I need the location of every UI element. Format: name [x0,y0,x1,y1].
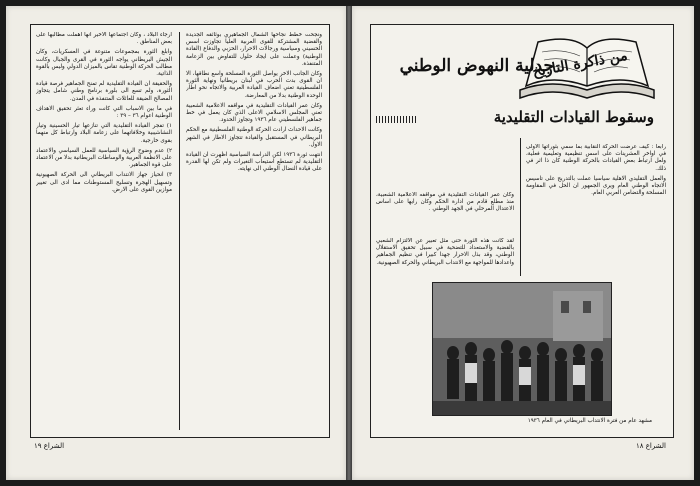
section-heading: في ما بين الاسباب التي كانت وراء تعثر تحقيق الاهداف الوطنية اعوام ٣٦ – ٣٩ : [36,105,172,120]
paragraph: ارجاء البلاد ، وكان اجتماعها الاخير انها اهملت مطالبها على بعض المناطق . [36,32,172,46]
photo-caption: مشهد عام من فترة الانتداب البريطاني في العام ١٩٣٦ [527,418,652,424]
paragraph: والعمل التقليدي الاهلية سياسيا عملت بالتدريج على تاسيس الاتجاه الوطني العام ويرى الجمهور ان الحل في المقاومة المسلحة والتضامن العربي العام. [526,175,666,197]
right-page [352,6,694,480]
historical-photo [432,282,612,416]
article-title: جدلية النهوض الوطني [399,56,554,76]
paragraph: وكانت الاحداث ارادت الحركة الوطنية الفلسطينية مع الحكم البريطاني في المستقبل والقيادة تتجاوز الاطار في الشهر الاول. [186,127,322,148]
paragraph: انتهت ثورة ١٩٣٦ لكن الدراسة السياسية اظهرت ان القيادة التقليدية لم تستطع استيعاب التغيرات ولم تكن لها القدرة على قيادة النضال الوطني الى نهايته. [186,152,322,173]
paragraph: وابلغ الثورة بمجموعات متنوعة في العسكريات، وكان الجيش البريطاني يواجه الثورة في القرى والجبال وكانت مطالب الحركة الوطنية تقاس بالميزان الدولي وليس بالقوة الذاتية. [36,49,172,78]
right-page-column-left [376,192,514,232]
page-number: الشراع ١٩ [34,442,65,450]
left-page-column-left [36,32,172,430]
title-hatch [376,116,416,123]
right-page-column-lower [376,238,514,278]
column-divider [179,32,180,430]
list-item: ٢) عدم وضوح الرؤية السياسية للعمل السياسي والاعتماد على الانظمة العربية والوساطات البريطانية بدلا من الاعتماد على قوة الجماهير. [36,147,172,169]
left-page [6,6,346,480]
crowd-photo-illustration [433,283,611,415]
article-subtitle: وسقوط القيادات التقليدية [493,108,654,126]
paragraph: لقد كانت هذه الثورة حتى مثل تعبير عن الالتزام الشعبي بالقضية والاستعداد للتضحية في سبيل تحقيق الاستقلال الوطني، وقد بذل الاحرار جهدا كبيرا في تنظيم الجماهير واعدادها للمواجهة مع الانتداب البريطاني والحركة الصهيونية. [376,238,514,266]
left-page-column-right [186,32,322,430]
page-number: الشراع ١٨ [635,442,666,450]
section-kicker: من ذاكرة التاريخ [531,47,629,81]
paragraph: ونجحت خطط نجاحها الشمال الجماهيري بوثائقه الجديدة والقضية المشتركة للقوى العربية العليا تجاوزت اسس الحسيني وسياسية ورجالات الاحرار، الحزبي والدفاع (القادة الوطنية) وعملت على ايجاد حلول للتفاوض بين الزعامة المتنفذة. [186,32,322,67]
right-page-column-right [526,144,666,276]
paragraph: وكان عمر القيادات التقليدية في مواقفه الاعلامية الشعبية، منذ مطلع قادم من ادارة الحكم وكان رايها على اساس الاعتدال المرحلي في الجهد الوطني . [376,192,514,213]
paragraph: والحقيقة ان القيادة التقليدية لم تمنح الجماهير فرصة قيادة الثورة، ولم تسع الى بلورة برنامج وطني شامل يتجاوز المصالح الضيقة للعائلات المتنفذة في المدن. [36,81,172,102]
column-divider [520,138,521,276]
list-item: ١) تفجر القيادة التقليدية التي تنازعها تيار الحسينية وتيار النشاشيبية وخلافاتهما على زعامة البلاد وارتباط كل منهما بقوى خارجية. [36,123,172,144]
paragraph: وكان الجانب الاخر يواصل الثورة المسلحة واسع نطاقها، الا ان القوى بدت الحرب في لبنان بريطانيا ونهاية الثورة الفلسطينية تعني اضعاف القيادة العربية والاتجاه نحو اطار الوحدة الوطنية بدلا من المعارضة. [186,71,322,99]
paragraph: رابعا : كيف عرضت الحركة النقابية بما سمي بثوراتها الاولى في اواخر العشرينات على اسس تنظيمية وتعليمية فعلية، ولعل ارتباط بعض القيادات بالحركة الوطنية كان ذا اثر في ذلك. [526,144,666,172]
list-item: ٣) انحياز جهاز الانتداب البريطاني الى الحركة الصهيونية وتسهيل الهجرة وتسليح المستوطنات مما ادى الى تغيير موازين القوى على الارض. [36,172,172,193]
paragraph: وكان عمر القيادات التقليدية في مواقفه الاعلامية الشعبية تعني المجلس الاسلامي الاعلى الذي كان يعمل في خط جماهير الفلسطيني عام ١٩٣٦ وتجاوز الحدود. [186,102,322,124]
